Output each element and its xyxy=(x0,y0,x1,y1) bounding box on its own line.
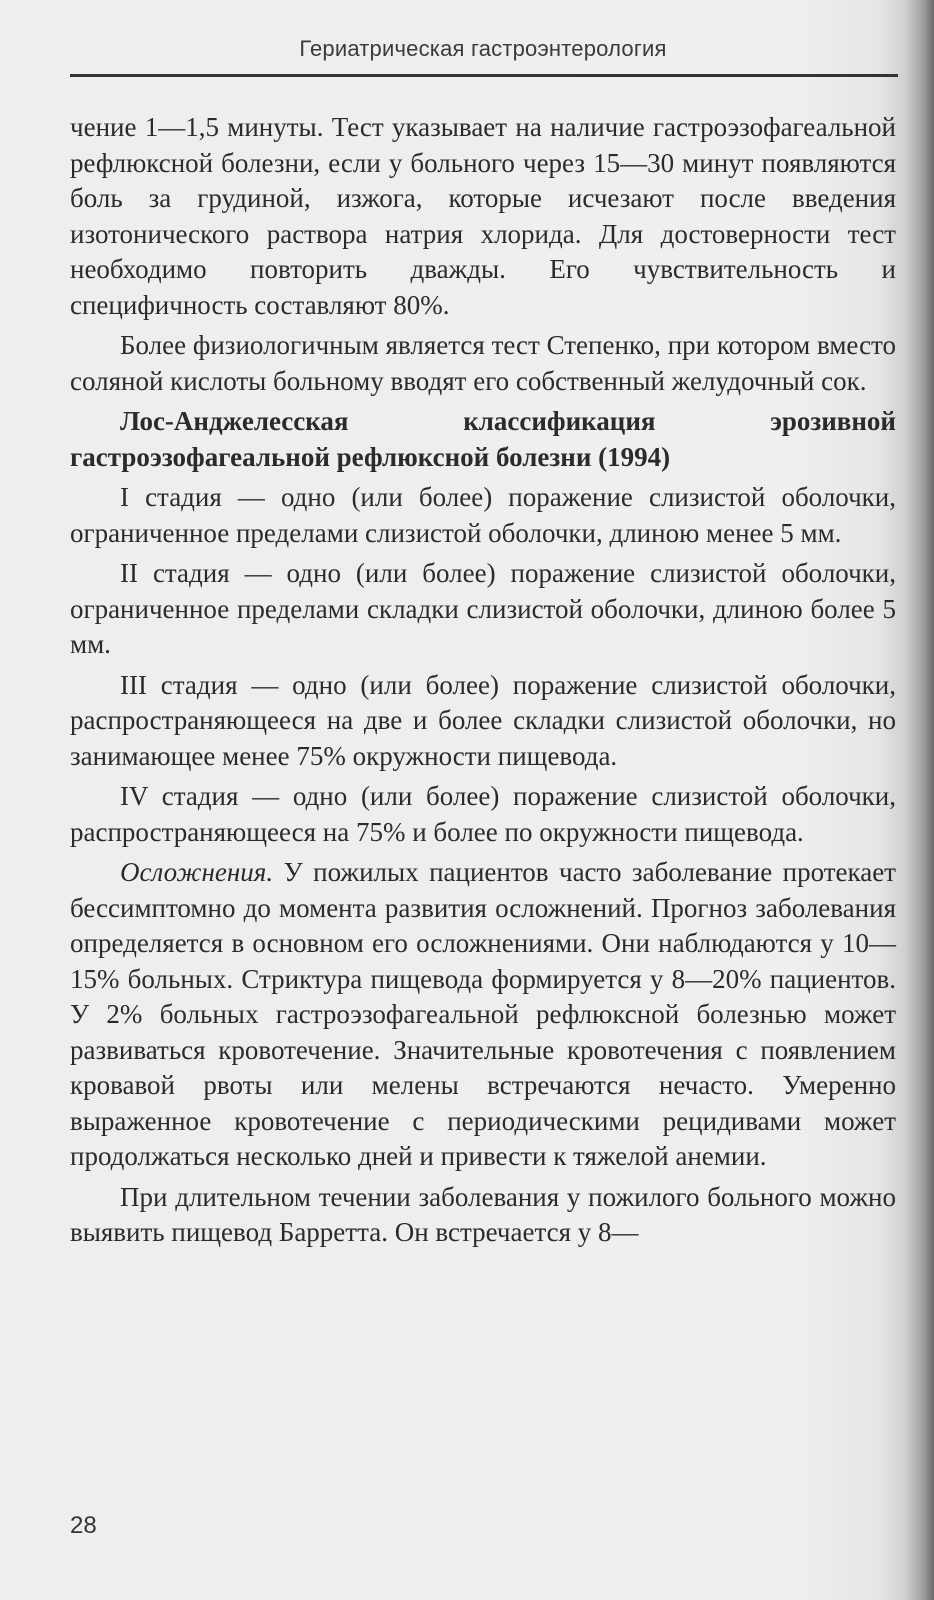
stage-4-item: IV стадия — одно (или более) поражение слизистой оболочки, распространяющееся на 75% и более по окружности пищевода. xyxy=(70,781,896,847)
stage-3-item: III стадия — одно (или более) поражение слизистой оболочки, распространяющееся на две и более складки слизистой оболочки, но занимающее менее 75% окружности пищевода. xyxy=(70,669,896,771)
complications-lead: Осложнения. xyxy=(120,857,274,887)
body-text xyxy=(70,110,896,1251)
stage-2-item: II стадия — одно (или более) поражение слизистой оболочки, ограниченное пределами складки слизистой оболочки, длиною более 5 мм. xyxy=(70,558,896,659)
paragraph-barrett: При длительном течении заболевания у пожилого больного можно выявить пищевод Барретта. Он встречается у 8— xyxy=(70,1181,896,1247)
classification-heading: Лос-Анджелесская классификация эрозивной гастроэзофагеальной рефлюксной болезни (1994) xyxy=(70,406,896,472)
paragraph-test-conclusion: чение 1—1,5 минуты. Тест указывает на наличие гастроэзофагеальной рефлюксной болезни, если у больного через 15—30 минут появляются боль за грудиной, изжога, которые исчезают после введения изотонического раствора натрия хлорида. Для достоверности тест необходимо повторить дважды. Его чувствительность и специфичность составляют 80%. xyxy=(70,112,896,320)
stage-1-item: I стадия — одно (или более) поражение слизистой оболочки, ограниченное пределами слизистой оболочки, длиною менее 5 мм. xyxy=(70,482,896,548)
paragraph-complications xyxy=(70,855,896,1175)
page-number: 28 xyxy=(70,1512,97,1539)
paragraph-stepenko-test: Более физиологичным является тест Степенко, при котором вместо соляной кислоты больному вводят его собственный желудочный сок. xyxy=(70,330,896,396)
running-title: Гериатрическая гастроэнтерология xyxy=(299,36,667,61)
header-rule xyxy=(70,74,898,77)
complications-text: У пожилых пациентов часто заболевание протекает бессимптомно до момента развития осложнений. Прогноз заболевания определяется в основном его осложнениями. Они наблюдаются у 10—15% больных. Стриктура пищевода формируется у 8—20% пациентов. У 2% больных гастроэзофагеальной рефлюксной болезнью может развиваться кровотечение. Значительные кровотечения с появлением кровавой рвоты или мелены встречаются нечасто. Умеренно выраженное кровотечение с периодическими рецидивами может продолжаться несколько дней и привести к тяжелой анемии. xyxy=(70,857,896,1171)
